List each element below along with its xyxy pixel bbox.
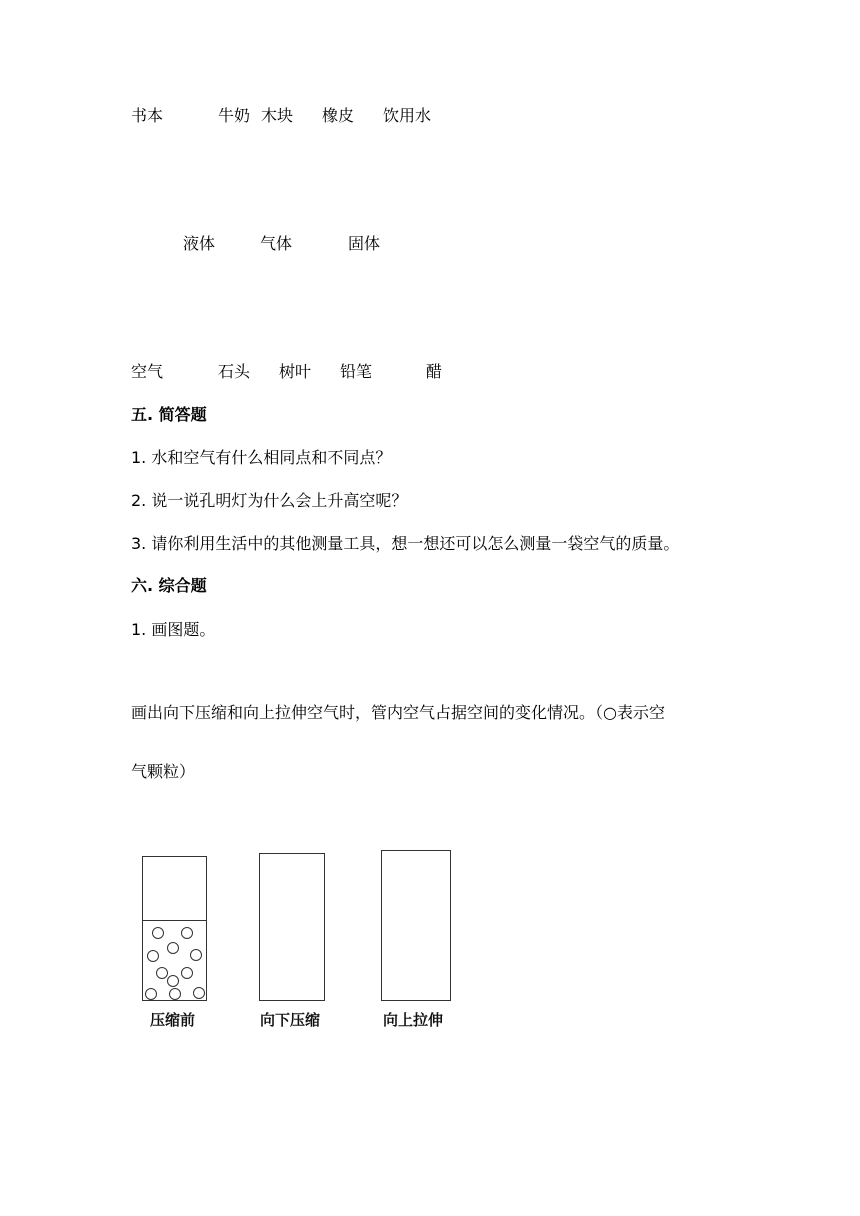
match-item-air: 空气 — [131, 362, 164, 381]
question-3: 3. 请你利用生活中的其他测量工具，想一想还可以怎么测量一袋空气的质量。 — [131, 534, 680, 553]
match-item-pencil: 铅笔 — [340, 362, 373, 381]
air-particle — [193, 987, 205, 999]
drawing-instruction-line1: 画出向下压缩和向上拉伸空气时，管内空气占据空间的变化情况。（○表示空 — [131, 703, 665, 722]
state-solid: 固体 — [348, 234, 381, 253]
match-item-vinegar: 醋 — [426, 362, 443, 381]
air-particle — [167, 942, 179, 954]
drawing-question-title: 1. 画图题。 — [131, 620, 216, 639]
air-particle — [167, 975, 179, 987]
match-item-milk: 牛奶 — [218, 106, 251, 125]
caption-upward-stretch: 向上拉伸 — [383, 1011, 444, 1029]
air-particle — [190, 949, 202, 961]
air-particle — [181, 967, 193, 979]
tube-downward-compression — [259, 853, 325, 1001]
caption-before-compression: 压缩前 — [150, 1011, 196, 1029]
air-particle — [147, 950, 159, 962]
air-particle — [145, 988, 157, 1000]
section-heading-comprehensive: 六. 综合题 — [131, 576, 207, 595]
air-particle — [152, 927, 164, 939]
drawing-instruction-line2: 气颗粒） — [131, 762, 196, 781]
match-item-book: 书本 — [131, 106, 164, 125]
state-liquid: 液体 — [183, 234, 216, 253]
match-item-eraser: 橡皮 — [322, 106, 355, 125]
section-heading-short-answer: 五. 简答题 — [131, 405, 207, 424]
match-item-wood-block: 木块 — [261, 106, 294, 125]
air-particle — [169, 988, 181, 1000]
tube-divider-line — [143, 920, 206, 921]
match-item-stone: 石头 — [218, 362, 251, 381]
air-particle — [156, 967, 168, 979]
tube-upward-stretch — [381, 850, 451, 1001]
state-gas: 气体 — [260, 234, 293, 253]
match-item-leaf: 树叶 — [279, 362, 312, 381]
tube-before-compression — [142, 856, 207, 1001]
question-1: 1. 水和空气有什么相同点和不同点？ — [131, 448, 392, 467]
air-particle — [181, 927, 193, 939]
match-item-drinking-water: 饮用水 — [383, 106, 432, 125]
caption-downward-compression: 向下压缩 — [260, 1011, 321, 1029]
question-2: 2. 说一说孔明灯为什么会上升高空呢？ — [131, 491, 408, 510]
